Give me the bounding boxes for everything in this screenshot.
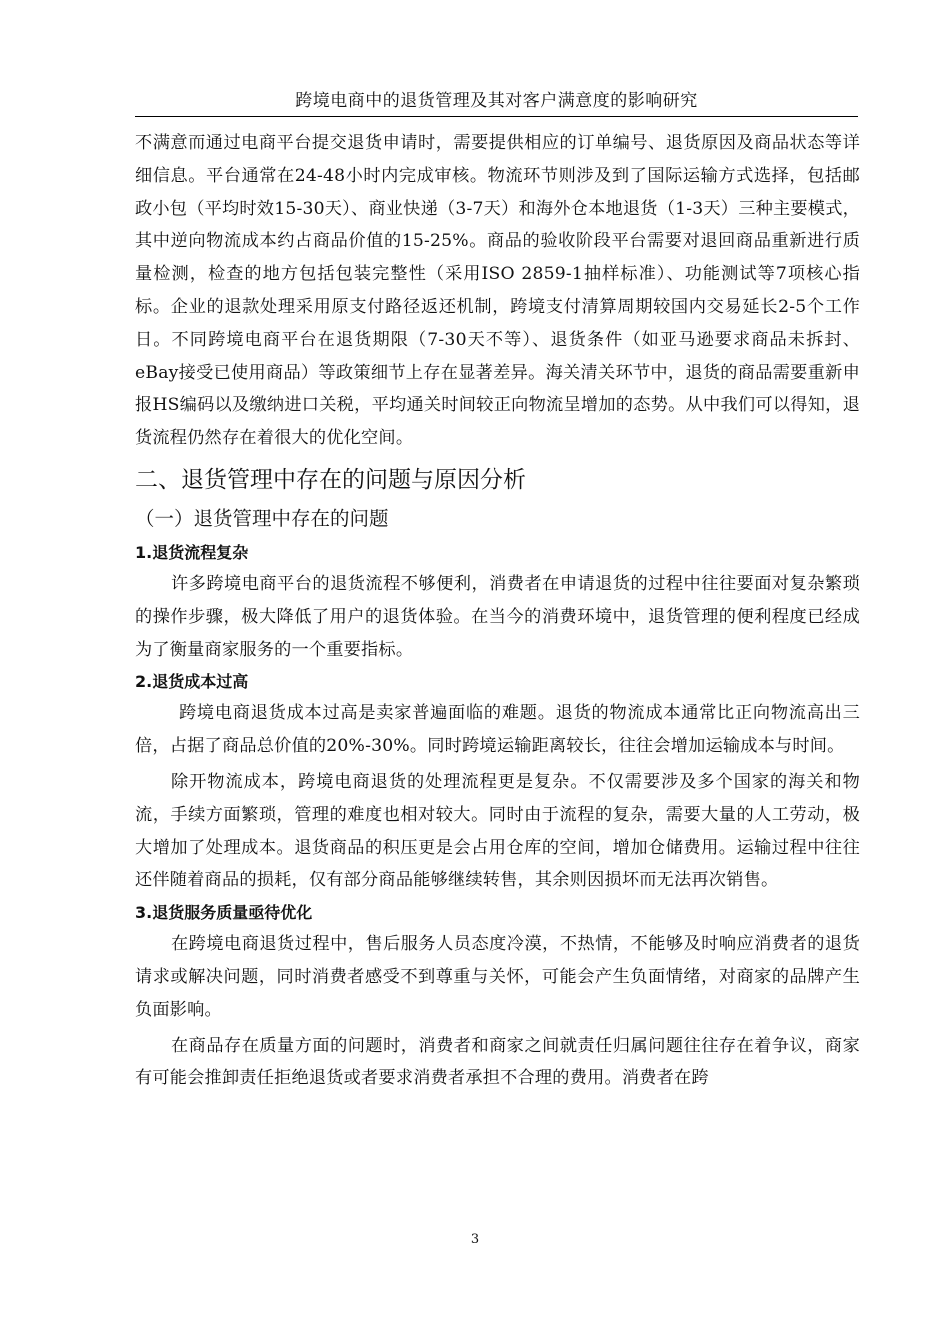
- subsection-title: （一）退货管理中存在的问题: [135, 506, 389, 530]
- page-number: 3: [470, 1232, 480, 1247]
- item1-title: 1.退货流程复杂: [135, 542, 249, 562]
- section-title: 二、退货管理中存在的问题与原因分析: [135, 466, 526, 493]
- intro-paragraph: 不满意而通过电商平台提交退货申请时，需要提供相应的订单编号、退货原因及商品状态等详细信息。平台通常在24-48小时内完成审核。物流环节则涉及到了国际运输方式选择，包括邮政小包（平均时效15-30天）、商业快递（3-7天）和海外仓本地退货（1-3天）三种主要模式，其中逆向物流成本约占商品价值的15-25%。商品的验收阶段平台需要对退回商品重新进行质量检测，检查的地方包括包装完整性（采用ISO 2859-1抽样标准）、功能测试等7项核心指标。企业的退款处理采用原支付路径返还机制，跨境支付清算周期较国内交易延长2-5个工作日。不同跨境电商平台在退货期限（7-30天不等）、退货条件（如亚马逊要求商品未拆封、eBay接受已使用商品）等政策细节上存在显著差异。海关清关环节中，退货的商品需要重新申报HS编码以及缴纳进口关税，平均通关时间较正向物流呈增加的态势。从中我们可以得知，退货流程仍然存在着很大的优化空间。: [135, 133, 860, 449]
- item1-paragraph: 许多跨境电商平台的退货流程不够便利，消费者在申请退货的过程中往往要面对复杂繁琐的操作步骤，极大降低了用户的退货体验。在当今的消费环境中，退货管理的便利程度已经成为了衡量商家服务的一个重要指标。: [135, 573, 860, 660]
- running-header: 跨境电商中的退货管理及其对客户满意度的影响研究: [135, 88, 858, 117]
- item3-title: 3.退货服务质量亟待优化: [135, 903, 313, 923]
- item2-title: 2.退货成本过高: [135, 672, 249, 692]
- page-body: [135, 127, 860, 1095]
- item3-paragraph-1: 在跨境电商退货过程中，售后服务人员态度冷漠，不热情，不能够及时响应消费者的退货请求或解决问题，同时消费者感受不到尊重与关怀，可能会产生负面情绪，对商家的品牌产生负面影响。: [135, 934, 860, 1020]
- item3-paragraph-2: 在商品存在质量方面的问题时，消费者和商家之间就责任归属问题往往存在着争议，商家有可能会推卸责任拒绝退货或者要求消费者承担不合理的费用。消费者在跨: [135, 1035, 860, 1089]
- item2-paragraph-2: 除开物流成本，跨境电商退货的处理流程更是复杂。不仅需要涉及多个国家的海关和物流，手续方面繁琐，管理的难度也相对较大。同时由于流程的复杂，需要大量的人工劳动，极大增加了处理成本。退货商品的积压更是会占用仓库的空间，增加仓储费用。运输过程中往往还伴随着商品的损耗，仅有部分商品能够继续转售，其余则因损坏而无法再次销售。: [135, 771, 860, 891]
- item2-paragraph-1: 跨境电商退货成本过高是卖家普遍面临的难题。退货的物流成本通常比正向物流高出三倍，占据了商品总价值的20%-30%。同时跨境运输距离较长，往往会增加运输成本与时间。: [135, 703, 860, 757]
